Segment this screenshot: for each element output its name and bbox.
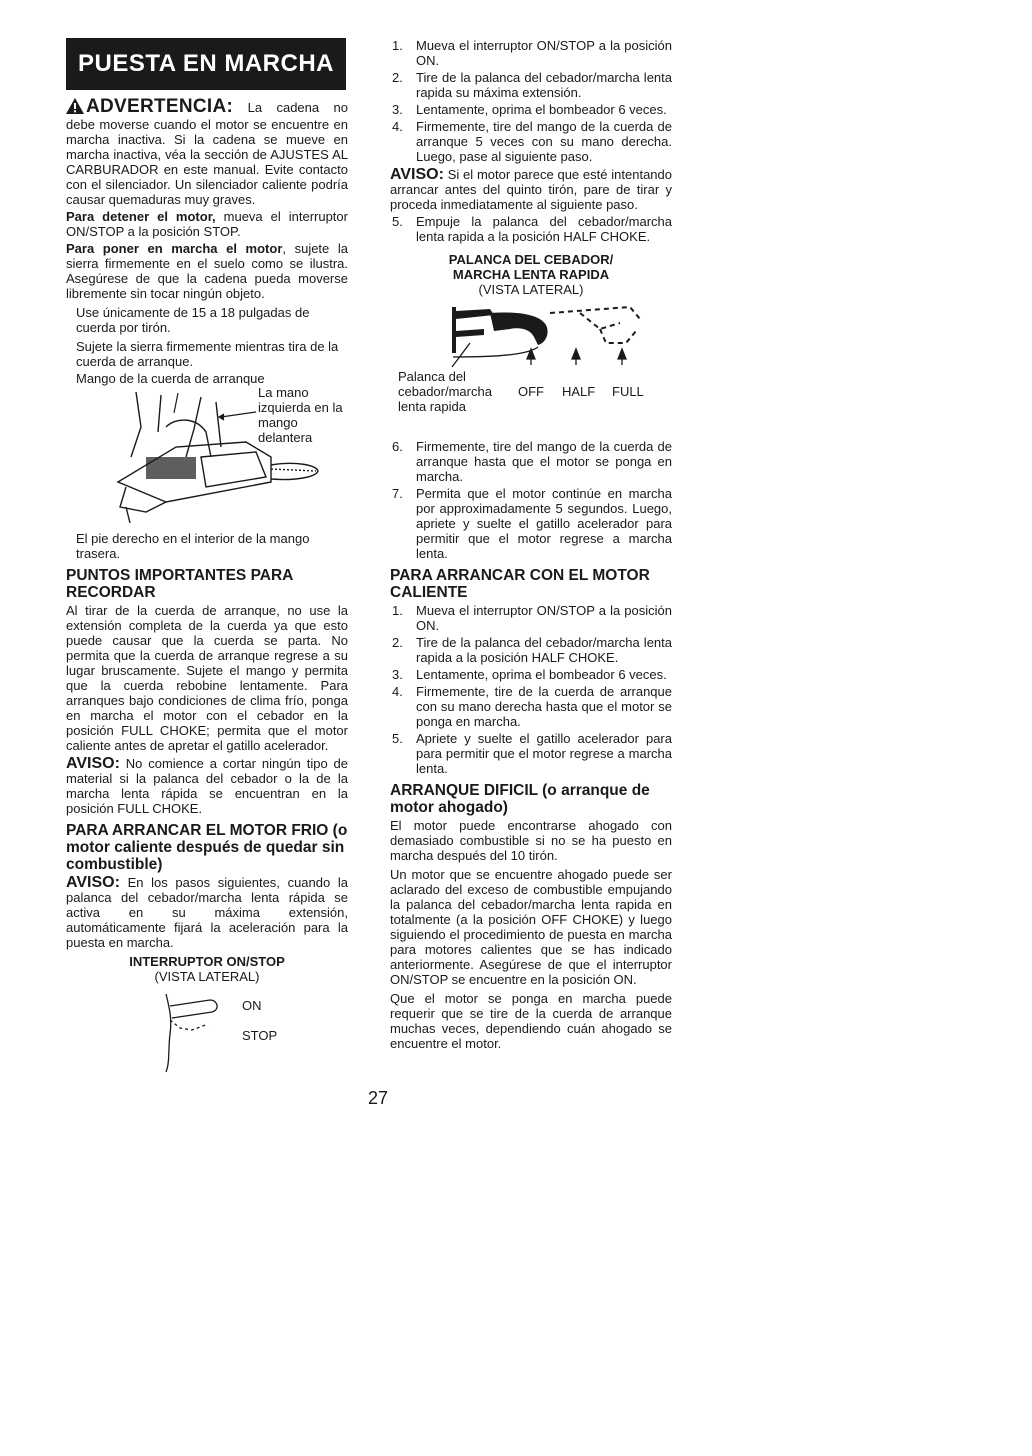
list-item: 3. Lentamente, oprima el bombeador 6 veces.: [392, 102, 667, 117]
important-points-text: Al tirar de la cuerda de arranque, no use la extensión completa de la cuerda ya que esto puede causar que la cuerda se parta. No permita que la cuerda de arranque regrese a su lugar bruscamente. Sujete el mango y permita que la cuerda rebobine lentamente. Para arranques bajo condiciones de clima frío, ponga en marcha el motor con el cebador en la posición FULL CHOKE; permita que el motor caliente antes de apretar el gatillo acelerador.: [66, 603, 348, 753]
notice-paragraph-3: [390, 167, 672, 212]
stop-engine-text: mueva el interruptor ON/STOP a la posición STOP.: [66, 209, 348, 239]
switch-figure-subtitle: (VISTA LATERAL): [154, 969, 260, 984]
cold-start-heading: PARA ARRANCAR EL MOTOR FRIO (o motor caliente después de quedar sin combustible): [66, 822, 348, 873]
right-column: [390, 38, 672, 1053]
notice-label-1: AVISO:: [66, 755, 120, 772]
fig-left-hand-label: La mano izquierda en la mango delantera: [258, 385, 343, 445]
rope-length-note: Use únicamente de 15 a 18 pulgadas de cuerda por tirón.: [76, 305, 310, 335]
start-engine-bold: Para poner en marcha el motor: [66, 241, 283, 256]
switch-on-label: ON: [242, 998, 262, 1013]
list-item: 1. Mueva el interruptor ON/STOP a la posición ON.: [392, 603, 672, 633]
on-stop-switch-figure: [66, 984, 348, 1074]
notice-text-1: No comience a cortar ningún tipo de material si la palanca del cebador o la de la marcha lenta rápida se encuentran en la posición FULL CHOKE.: [66, 756, 348, 816]
notice-text-2: En los pasos siguientes, cuando la palanca del cebador/marcha lenta rápida se activa en su máxima extensión, automáticamente fijará la aceleración para la puesta en marcha.: [66, 875, 348, 950]
choke-figure-title-1: PALANCA DEL CEBADOR/: [448, 252, 614, 267]
notice-text-3: Si el motor parece que esté intentando arrancar antes del quinto tirón, pare de tirar y proceda inmediatamente al siguiente paso.: [390, 167, 672, 212]
list-item: 2. Tire de la palanca del cebador/marcha lenta rapida a la posición HALF CHOKE.: [392, 635, 672, 665]
page-number: 27: [368, 1088, 389, 1108]
list-item: 6. Firmemente, tire del mango de la cuerda de arranque hasta que el motor se ponga en marcha.: [392, 439, 672, 484]
flooded-paragraph-1: El motor puede encontrarse ahogado con demasiado combustible si no se ha puesto en marcha después del 10 tirón.: [390, 818, 672, 863]
list-item: 4. Firmemente, tire del mango de la cuerda de arranque 5 veces con su mano derecha. Luego, pase al siguiente paso.: [392, 119, 672, 164]
section-banner: PUESTA EN MARCHA: [66, 38, 346, 90]
cold-start-steps: [390, 38, 672, 164]
notice-label-3: AVISO:: [390, 166, 444, 183]
cold-start-steps-continued: [390, 439, 672, 561]
list-item: 4. Firmemente, tire de la cuerda de arranque con su mano derecha hasta que el motor se ponga en marcha.: [392, 684, 672, 729]
flooded-paragraph-3: Que el motor se ponga en marcha puede requerir que se tire de la cuerda de arranque muchas veces, dependiendo cuán ahogado se encuentre el motor.: [390, 991, 672, 1051]
fig-right-foot-label: El pie derecho en el interior de la mango trasera.: [76, 531, 310, 561]
warning-paragraph: [66, 98, 348, 207]
switch-figure-title: INTERRUPTOR ON/STOP: [129, 954, 285, 969]
flooded-paragraph-2: Un motor que se encuentre ahogado puede ser aclarado del exceso de combustible empujando la palanca del cebador/marcha lenta rapida en totalmente (a la posición OFF CHOKE) y luego siguiendo el procedimiento de puesta en marcha para motores calientes que se has indicado anteriormente. Asegúrese de que el interruptor ON/STOP se encuentre en la posición ON.: [390, 867, 672, 987]
starting-position-figure: [66, 371, 348, 529]
list-item: 7. Permita que el motor continúe en marcha por approximadamente 5 segundos. Luego, apriete y suelte el gatillo acelerador para permitir que el motor regrese a marcha lenta.: [392, 486, 672, 561]
fig-starter-handle-label: Mango de la cuerda de arranque: [76, 371, 265, 386]
choke-figure-title-2: MARCHA LENTA RAPIDA: [452, 267, 610, 282]
warning-triangle-icon: [66, 98, 84, 117]
list-item: 5. Empuje la palanca del cebador/marcha lenta rapida a la posición HALF CHOKE.: [392, 214, 672, 244]
start-engine-text: , sujete la sierra firmemente en el suelo como se ilustra. Asegúrese de que la cadena pueda moverse libremente sin tocar ningún objeto.: [66, 241, 348, 301]
choke-lever-label: Palanca del cebador/marcha lenta rapida: [398, 369, 492, 414]
choke-full-label: FULL: [612, 384, 644, 399]
warning-text: La cadena no debe moverse cuando el motor se encuentre en marcha inactiva. Si la cadena se mueve en marcha inactiva, véa la sección de AJUSTES AL CARBURADOR en este manual. Evite contacto con el silenciador. Un silenciador caliente podría causar quemaduras muy graves.: [66, 100, 348, 207]
left-column: [66, 38, 348, 1074]
notice-paragraph-2: [66, 875, 348, 950]
stop-engine-bold: Para detener el motor,: [66, 209, 216, 224]
hold-saw-note: Sujete la sierra firmemente mientras tira de la cuerda de arranque.: [76, 339, 339, 369]
switch-illustration: [156, 990, 236, 1074]
list-item: 5. Apriete y suelte el gatillo acelerador para para permitir que el motor regrese a marcha lenta.: [392, 731, 672, 776]
choke-off-label: OFF: [518, 384, 544, 399]
warm-start-heading: PARA ARRANCAR CON EL MOTOR CALIENTE: [390, 567, 650, 601]
warm-start-steps: [390, 603, 672, 776]
choke-figure-subtitle: (VISTA LATERAL): [478, 282, 584, 297]
warning-title: ADVERTENCIA:: [86, 96, 234, 117]
flooded-start-heading: ARRANQUE DIFICIL (o arranque de motor ahogado): [390, 782, 650, 816]
list-item: 2. Tire de la palanca del cebador/marcha lenta rapida su máxima extensión.: [392, 70, 672, 100]
important-points-heading: PUNTOS IMPORTANTES PARA RECORDAR: [66, 567, 293, 601]
notice-paragraph-1: [66, 756, 348, 816]
cold-start-step-5: [390, 214, 672, 244]
stop-engine-paragraph: [66, 209, 348, 239]
list-item: 3. Lentamente, oprima el bombeador 6 veces.: [392, 667, 667, 682]
list-item: 1. Mueva el interruptor ON/STOP a la posición ON.: [392, 38, 672, 68]
choke-lever-figure: [390, 297, 672, 439]
switch-stop-label: STOP: [242, 1028, 278, 1043]
notice-label-2: AVISO:: [66, 874, 120, 891]
start-engine-paragraph: [66, 241, 348, 301]
choke-half-label: HALF: [562, 384, 596, 399]
